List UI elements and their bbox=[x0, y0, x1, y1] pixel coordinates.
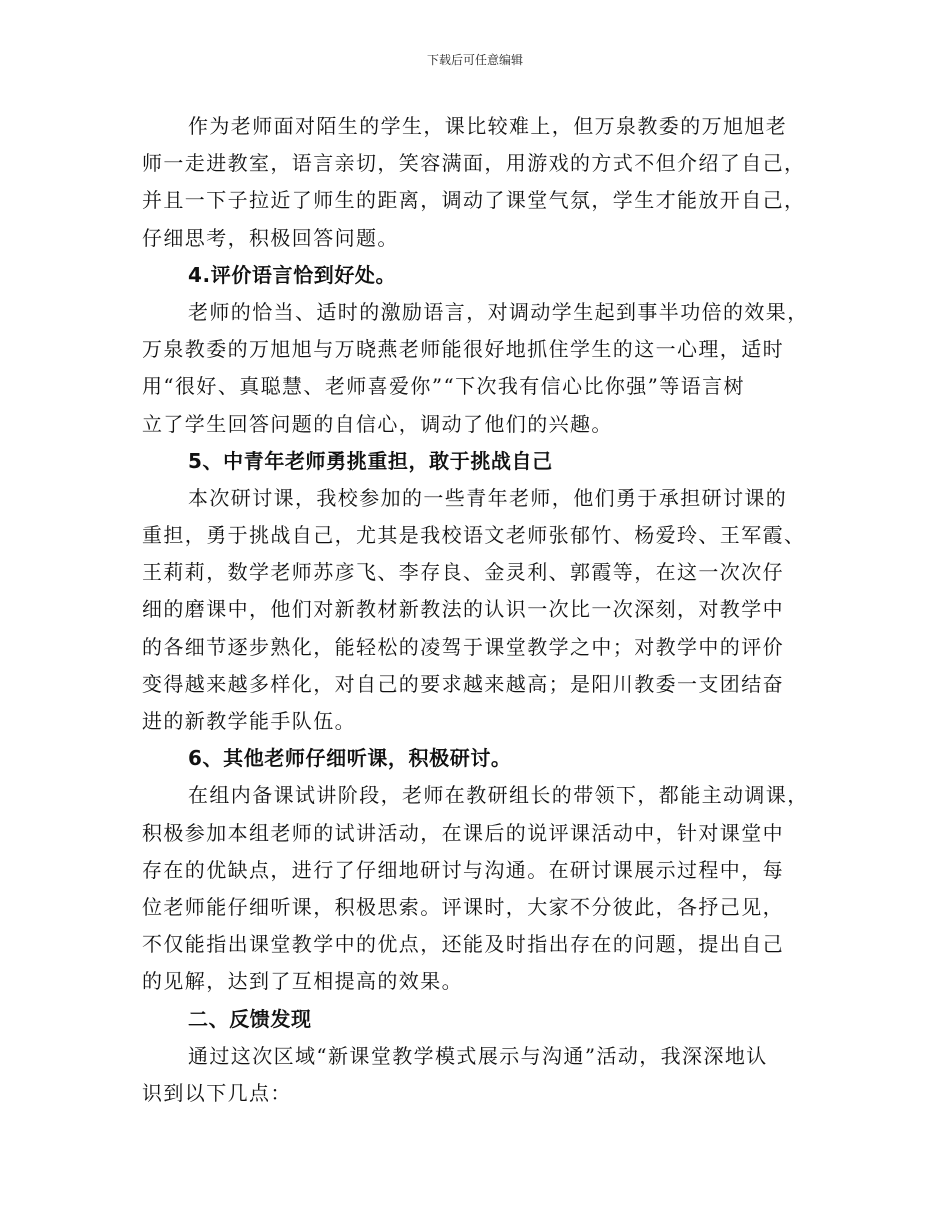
paragraph-line: 并且一下子拉近了师生的距离，调动了课堂气氛，学生才能放开自己， bbox=[142, 188, 806, 213]
paragraph-line: 细的磨课中，他们对新教材新教法的认识一次比一次深刻，对教学中 bbox=[142, 597, 784, 622]
page-header: 下载后可任意编辑 bbox=[426, 53, 523, 67]
section-heading: 5、中青年老师勇挑重担，敢于挑战自己 bbox=[188, 448, 553, 473]
paragraph-line: 不仅能指出课堂教学中的优点，还能及时指出存在的问题，提出自己 bbox=[142, 932, 784, 957]
paragraph-line: 作为老师面对陌生的学生，课比较难上，但万泉教委的万旭旭老 bbox=[188, 114, 788, 138]
paragraph-line: 万泉教委的万旭旭与万晓燕老师能很好地抓住学生的这一心理，适时 bbox=[142, 337, 784, 362]
section-heading: 6、其他老师仔细听课，积极研讨。 bbox=[188, 746, 512, 771]
paragraph-line: 进的新教学能手队伍。 bbox=[142, 709, 356, 733]
paragraph-line: 变得越来越多样化，对自己的要求越来越高；是阳川教委一支团结奋 bbox=[142, 671, 784, 696]
paragraph-line: 通过这次区域“新课堂教学模式展示与沟通”活动，我深深地认 bbox=[188, 1043, 768, 1068]
paragraph-line: 老师的恰当、适时的激励语言，对调动学生起到事半功倍的效果， bbox=[188, 299, 809, 324]
paragraph-line: 用“很好、真聪慧、老师喜爱你”“下次我有信心比你强”等语言树 bbox=[142, 374, 745, 399]
paragraph-line: 识到以下几点： bbox=[142, 1080, 292, 1105]
paragraph-line: 立了学生回答问题的自信心，调动了他们的兴趣。 bbox=[142, 411, 613, 436]
paragraph-line: 存在的优缺点，进行了仔细地研讨与沟通。在研讨课展示过程中，每 bbox=[142, 857, 784, 882]
paragraph-line: 积极参加本组老师的试讲活动，在课后的说评课活动中，针对课堂中 bbox=[142, 820, 784, 845]
paragraph-line: 的各细节逐步熟化，能轻松的凌驾于课堂教学之中；对教学中的评价 bbox=[142, 634, 784, 659]
paragraph-line: 王莉莉，数学老师苏彦飞、李存良、金灵利、郭霞等，在这一次次仔 bbox=[142, 560, 784, 585]
paragraph-line: 师一走进教室，语言亲切，笑容满面，用游戏的方式不但介绍了自己， bbox=[142, 151, 806, 176]
paragraph-line: 仔细思考，积极回答问题。 bbox=[142, 225, 399, 250]
document-body bbox=[142, 108, 822, 1112]
paragraph-line: 的见解，达到了互相提高的效果。 bbox=[142, 969, 463, 994]
paragraph-line: 本次研讨课，我校参加的一些青年老师，他们勇于承担研讨课的 bbox=[188, 485, 788, 510]
section-heading: 二、反馈发现 bbox=[188, 1006, 312, 1031]
paragraph-line: 在组内备课试讲阶段，老师在教研组长的带领下，都能主动调课， bbox=[188, 783, 809, 808]
paragraph-line: 重担，勇于挑战自己，尤其是我校语文老师张郁竹、杨爱玲、王军霞、 bbox=[142, 523, 806, 548]
paragraph-line: 位老师能仔细听课，积极思索。评课时，大家不分彼此，各抒己见， bbox=[142, 894, 784, 919]
section-heading: 4.评价语言恰到好处。 bbox=[188, 262, 397, 287]
